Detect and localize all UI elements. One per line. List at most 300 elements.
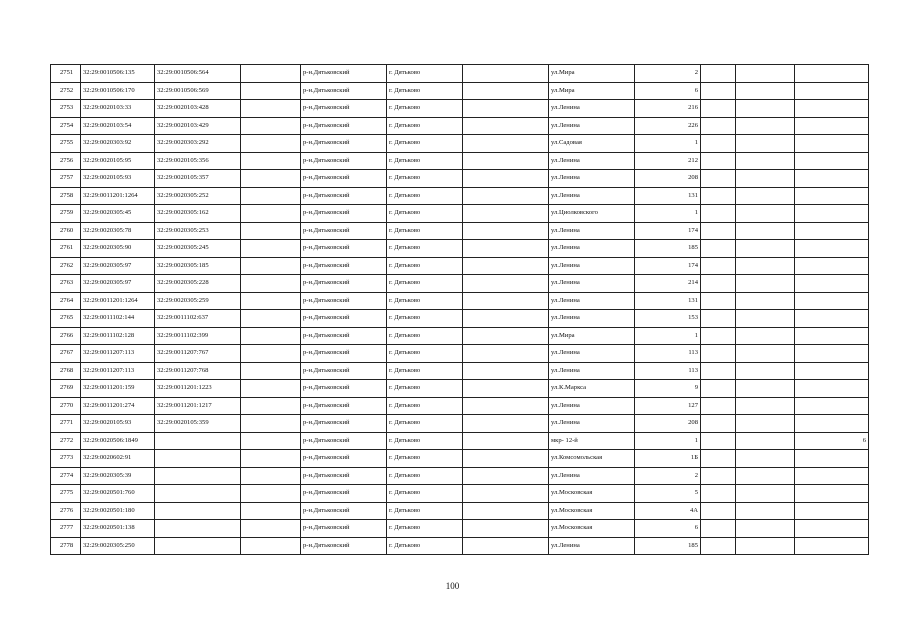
street-cell: ул.Ленина bbox=[549, 257, 635, 275]
street-cell: ул.Ленина bbox=[549, 100, 635, 118]
city-cell: г. Дятьково bbox=[387, 275, 463, 293]
row-number: 2754 bbox=[51, 117, 81, 135]
empty-cell bbox=[241, 310, 301, 328]
empty-cell bbox=[463, 502, 549, 520]
building-number: 1 bbox=[635, 327, 701, 345]
building-number: 2 bbox=[635, 65, 701, 83]
city-cell: г. Дятьково bbox=[387, 117, 463, 135]
district-cell: р-н.Дятьковский bbox=[301, 222, 387, 240]
empty-cell bbox=[241, 100, 301, 118]
table-row bbox=[51, 170, 869, 188]
district-cell: р-н.Дятьковский bbox=[301, 310, 387, 328]
page-number: 100 bbox=[445, 581, 460, 591]
district-cell: р-н.Дятьковский bbox=[301, 117, 387, 135]
cadastral-number: 32:29:0020305:90 bbox=[81, 240, 155, 258]
table-row bbox=[51, 362, 869, 380]
row-number: 2764 bbox=[51, 292, 81, 310]
district-cell: р-н.Дятьковский bbox=[301, 520, 387, 538]
extra-cell bbox=[795, 240, 869, 258]
row-number: 2776 bbox=[51, 502, 81, 520]
related-cadastral-number bbox=[155, 502, 241, 520]
cadastral-number: 32:29:0020105:93 bbox=[81, 170, 155, 188]
empty-cell bbox=[463, 117, 549, 135]
cadastral-number: 32:29:0020303:92 bbox=[81, 135, 155, 153]
row-number: 2751 bbox=[51, 65, 81, 83]
related-cadastral-number: 32:29:0020305:162 bbox=[155, 205, 241, 223]
cadastral-number: 32:29:0020305:45 bbox=[81, 205, 155, 223]
district-cell: р-н.Дятьковский bbox=[301, 485, 387, 503]
row-number: 2756 bbox=[51, 152, 81, 170]
empty-cell bbox=[463, 240, 549, 258]
empty-cell bbox=[241, 222, 301, 240]
empty-cell bbox=[241, 520, 301, 538]
empty-cell bbox=[701, 467, 736, 485]
extra-cell bbox=[795, 292, 869, 310]
building-number: 113 bbox=[635, 362, 701, 380]
cadastral-number: 32:29:0020305:97 bbox=[81, 275, 155, 293]
empty-cell bbox=[701, 135, 736, 153]
empty-cell bbox=[241, 205, 301, 223]
extra-cell bbox=[795, 415, 869, 433]
table-row bbox=[51, 432, 869, 450]
empty-cell bbox=[736, 187, 795, 205]
building-number: 131 bbox=[635, 292, 701, 310]
city-cell: г. Дятьково bbox=[387, 345, 463, 363]
street-cell: ул.Ленина bbox=[549, 170, 635, 188]
street-cell: ул.Ленина bbox=[549, 345, 635, 363]
related-cadastral-number: 32:29:0011102:399 bbox=[155, 327, 241, 345]
street-cell: мкр- 12-й bbox=[549, 432, 635, 450]
row-number: 2771 bbox=[51, 415, 81, 433]
street-cell: ул.Циолковского bbox=[549, 205, 635, 223]
empty-cell bbox=[463, 275, 549, 293]
related-cadastral-number bbox=[155, 467, 241, 485]
cadastral-number: 32:29:0011201:274 bbox=[81, 397, 155, 415]
table-row bbox=[51, 520, 869, 538]
building-number: 127 bbox=[635, 397, 701, 415]
related-cadastral-number: 32:29:0020303:292 bbox=[155, 135, 241, 153]
extra-cell bbox=[795, 327, 869, 345]
empty-cell bbox=[463, 187, 549, 205]
extra-cell bbox=[795, 152, 869, 170]
empty-cell bbox=[701, 362, 736, 380]
empty-cell bbox=[463, 432, 549, 450]
empty-cell bbox=[463, 520, 549, 538]
empty-cell bbox=[701, 397, 736, 415]
related-cadastral-number: 32:29:0020105:356 bbox=[155, 152, 241, 170]
street-cell: ул.Ленина bbox=[549, 292, 635, 310]
empty-cell bbox=[241, 187, 301, 205]
street-cell: ул.Московская bbox=[549, 485, 635, 503]
empty-cell bbox=[736, 170, 795, 188]
empty-cell bbox=[701, 380, 736, 398]
table-row bbox=[51, 187, 869, 205]
extra-cell bbox=[795, 100, 869, 118]
table-row bbox=[51, 485, 869, 503]
empty-cell bbox=[736, 205, 795, 223]
city-cell: г. Дятьково bbox=[387, 450, 463, 468]
extra-cell bbox=[795, 345, 869, 363]
city-cell: г. Дятьково bbox=[387, 485, 463, 503]
district-cell: р-н.Дятьковский bbox=[301, 275, 387, 293]
city-cell: г. Дятьково bbox=[387, 240, 463, 258]
extra-cell bbox=[795, 362, 869, 380]
empty-cell bbox=[701, 82, 736, 100]
empty-cell bbox=[241, 117, 301, 135]
district-cell: р-н.Дятьковский bbox=[301, 397, 387, 415]
table-row bbox=[51, 275, 869, 293]
cadastral-number: 32:29:0020103:33 bbox=[81, 100, 155, 118]
table-row bbox=[51, 292, 869, 310]
extra-cell bbox=[795, 502, 869, 520]
empty-cell bbox=[241, 170, 301, 188]
district-cell: р-н.Дятьковский bbox=[301, 170, 387, 188]
empty-cell bbox=[241, 152, 301, 170]
table-row bbox=[51, 82, 869, 100]
city-cell: г. Дятьково bbox=[387, 257, 463, 275]
city-cell: г. Дятьково bbox=[387, 187, 463, 205]
row-number: 2777 bbox=[51, 520, 81, 538]
table-row bbox=[51, 257, 869, 275]
empty-cell bbox=[736, 537, 795, 555]
empty-cell bbox=[241, 537, 301, 555]
empty-cell bbox=[463, 100, 549, 118]
empty-cell bbox=[241, 485, 301, 503]
extra-cell bbox=[795, 520, 869, 538]
table-row bbox=[51, 310, 869, 328]
street-cell: ул.Московская bbox=[549, 502, 635, 520]
related-cadastral-number bbox=[155, 537, 241, 555]
empty-cell bbox=[736, 117, 795, 135]
cadastral-number: 32:29:0020105:95 bbox=[81, 152, 155, 170]
empty-cell bbox=[736, 450, 795, 468]
table-row bbox=[51, 152, 869, 170]
empty-cell bbox=[701, 100, 736, 118]
street-cell: ул.К.Маркса bbox=[549, 380, 635, 398]
district-cell: р-н.Дятьковский bbox=[301, 257, 387, 275]
building-number: 5 bbox=[635, 485, 701, 503]
street-cell: ул.Мира bbox=[549, 82, 635, 100]
city-cell: г. Дятьково bbox=[387, 82, 463, 100]
extra-cell bbox=[795, 170, 869, 188]
related-cadastral-number bbox=[155, 432, 241, 450]
empty-cell bbox=[463, 380, 549, 398]
city-cell: г. Дятьково bbox=[387, 292, 463, 310]
empty-cell bbox=[463, 292, 549, 310]
empty-cell bbox=[241, 380, 301, 398]
empty-cell bbox=[701, 240, 736, 258]
empty-cell bbox=[736, 362, 795, 380]
row-number: 2766 bbox=[51, 327, 81, 345]
empty-cell bbox=[736, 152, 795, 170]
empty-cell bbox=[463, 450, 549, 468]
empty-cell bbox=[241, 82, 301, 100]
related-cadastral-number: 32:29:0011207:768 bbox=[155, 362, 241, 380]
empty-cell bbox=[463, 467, 549, 485]
extra-cell bbox=[795, 450, 869, 468]
empty-cell bbox=[701, 152, 736, 170]
row-number: 2778 bbox=[51, 537, 81, 555]
city-cell: г. Дятьково bbox=[387, 432, 463, 450]
cadastral-number: 32:29:0010506:135 bbox=[81, 65, 155, 83]
street-cell: ул.Ленина bbox=[549, 187, 635, 205]
empty-cell bbox=[736, 345, 795, 363]
empty-cell bbox=[701, 432, 736, 450]
cadastral-number: 32:29:0011201:159 bbox=[81, 380, 155, 398]
empty-cell bbox=[701, 520, 736, 538]
empty-cell bbox=[241, 292, 301, 310]
empty-cell bbox=[463, 65, 549, 83]
building-number: 1 bbox=[635, 205, 701, 223]
related-cadastral-number: 32:29:0011207:767 bbox=[155, 345, 241, 363]
cadastral-number: 32:29:0020602:91 bbox=[81, 450, 155, 468]
district-cell: р-н.Дятьковский bbox=[301, 502, 387, 520]
building-number: 216 bbox=[635, 100, 701, 118]
related-cadastral-number: 32:29:0020305:252 bbox=[155, 187, 241, 205]
table-row bbox=[51, 135, 869, 153]
row-number: 2759 bbox=[51, 205, 81, 223]
related-cadastral-number: 32:29:0011201:1223 bbox=[155, 380, 241, 398]
district-cell: р-н.Дятьковский bbox=[301, 380, 387, 398]
city-cell: г. Дятьково bbox=[387, 327, 463, 345]
empty-cell bbox=[736, 240, 795, 258]
related-cadastral-number: 32:29:0020305:185 bbox=[155, 257, 241, 275]
table-row bbox=[51, 100, 869, 118]
row-number: 2755 bbox=[51, 135, 81, 153]
city-cell: г. Дятьково bbox=[387, 362, 463, 380]
cadastral-number: 32:29:0020305:97 bbox=[81, 257, 155, 275]
cadastral-number: 32:29:0020501:180 bbox=[81, 502, 155, 520]
cadastral-number: 32:29:0020501:138 bbox=[81, 520, 155, 538]
empty-cell bbox=[463, 205, 549, 223]
empty-cell bbox=[736, 222, 795, 240]
extra-cell bbox=[795, 397, 869, 415]
related-cadastral-number: 32:29:0020103:428 bbox=[155, 100, 241, 118]
empty-cell bbox=[701, 327, 736, 345]
empty-cell bbox=[736, 65, 795, 83]
district-cell: р-н.Дятьковский bbox=[301, 537, 387, 555]
row-number: 2762 bbox=[51, 257, 81, 275]
cadastral-number: 32:29:0011207:113 bbox=[81, 345, 155, 363]
city-cell: г. Дятьково bbox=[387, 65, 463, 83]
empty-cell bbox=[241, 397, 301, 415]
row-number: 2770 bbox=[51, 397, 81, 415]
building-number: 113 bbox=[635, 345, 701, 363]
street-cell: ул.Ленина bbox=[549, 117, 635, 135]
city-cell: г. Дятьково bbox=[387, 135, 463, 153]
empty-cell bbox=[241, 135, 301, 153]
row-number: 2773 bbox=[51, 450, 81, 468]
building-number: 131 bbox=[635, 187, 701, 205]
extra-cell bbox=[795, 135, 869, 153]
empty-cell bbox=[701, 117, 736, 135]
extra-cell bbox=[795, 117, 869, 135]
empty-cell bbox=[701, 292, 736, 310]
related-cadastral-number: 32:29:0020305:259 bbox=[155, 292, 241, 310]
empty-cell bbox=[241, 502, 301, 520]
cadastral-number: 32:29:0020103:54 bbox=[81, 117, 155, 135]
building-number: 1Б bbox=[635, 450, 701, 468]
table-row bbox=[51, 450, 869, 468]
cadastral-number: 32:29:0011102:144 bbox=[81, 310, 155, 328]
building-number: 208 bbox=[635, 170, 701, 188]
district-cell: р-н.Дятьковский bbox=[301, 362, 387, 380]
empty-cell bbox=[736, 467, 795, 485]
registry-table bbox=[50, 64, 869, 555]
row-number: 2774 bbox=[51, 467, 81, 485]
empty-cell bbox=[701, 170, 736, 188]
empty-cell bbox=[463, 222, 549, 240]
empty-cell bbox=[241, 327, 301, 345]
empty-cell bbox=[463, 310, 549, 328]
empty-cell bbox=[463, 362, 549, 380]
related-cadastral-number bbox=[155, 485, 241, 503]
row-number: 2768 bbox=[51, 362, 81, 380]
district-cell: р-н.Дятьковский bbox=[301, 135, 387, 153]
city-cell: г. Дятьково bbox=[387, 170, 463, 188]
empty-cell bbox=[736, 397, 795, 415]
related-cadastral-number: 32:29:0010506:564 bbox=[155, 65, 241, 83]
row-number: 2763 bbox=[51, 275, 81, 293]
cadastral-number: 32:29:0011201:1264 bbox=[81, 292, 155, 310]
extra-cell bbox=[795, 485, 869, 503]
cadastral-number: 32:29:0011102:128 bbox=[81, 327, 155, 345]
table-row bbox=[51, 397, 869, 415]
related-cadastral-number: 32:29:0020103:429 bbox=[155, 117, 241, 135]
building-number: 6 bbox=[635, 520, 701, 538]
cadastral-number: 32:29:0011207:113 bbox=[81, 362, 155, 380]
city-cell: г. Дятьково bbox=[387, 520, 463, 538]
district-cell: р-н.Дятьковский bbox=[301, 450, 387, 468]
extra-cell bbox=[795, 222, 869, 240]
empty-cell bbox=[463, 135, 549, 153]
table-row bbox=[51, 117, 869, 135]
extra-cell bbox=[795, 65, 869, 83]
extra-cell bbox=[795, 205, 869, 223]
related-cadastral-number: 32:29:0020305:253 bbox=[155, 222, 241, 240]
empty-cell bbox=[736, 327, 795, 345]
street-cell: ул.Ленина bbox=[549, 537, 635, 555]
city-cell: г. Дятьково bbox=[387, 415, 463, 433]
empty-cell bbox=[241, 257, 301, 275]
street-cell: ул.Комсомольская bbox=[549, 450, 635, 468]
related-cadastral-number: 32:29:0020305:228 bbox=[155, 275, 241, 293]
empty-cell bbox=[241, 432, 301, 450]
empty-cell bbox=[701, 485, 736, 503]
extra-cell bbox=[795, 467, 869, 485]
building-number: 174 bbox=[635, 222, 701, 240]
city-cell: г. Дятьково bbox=[387, 100, 463, 118]
street-cell: ул.Ленина bbox=[549, 275, 635, 293]
empty-cell bbox=[736, 502, 795, 520]
city-cell: г. Дятьково bbox=[387, 222, 463, 240]
row-number: 2769 bbox=[51, 380, 81, 398]
building-number: 153 bbox=[635, 310, 701, 328]
city-cell: г. Дятьково bbox=[387, 467, 463, 485]
table-row bbox=[51, 502, 869, 520]
cadastral-number: 32:29:0011201:1264 bbox=[81, 187, 155, 205]
building-number: 212 bbox=[635, 152, 701, 170]
district-cell: р-н.Дятьковский bbox=[301, 240, 387, 258]
table-row bbox=[51, 537, 869, 555]
empty-cell bbox=[701, 275, 736, 293]
empty-cell bbox=[736, 257, 795, 275]
building-number: 185 bbox=[635, 537, 701, 555]
related-cadastral-number: 32:29:0020105:357 bbox=[155, 170, 241, 188]
empty-cell bbox=[463, 415, 549, 433]
building-number: 214 bbox=[635, 275, 701, 293]
extra-cell bbox=[795, 82, 869, 100]
empty-cell bbox=[241, 362, 301, 380]
empty-cell bbox=[736, 275, 795, 293]
street-cell: ул.Садовая bbox=[549, 135, 635, 153]
district-cell: р-н.Дятьковский bbox=[301, 205, 387, 223]
empty-cell bbox=[463, 537, 549, 555]
table-row bbox=[51, 222, 869, 240]
district-cell: р-н.Дятьковский bbox=[301, 327, 387, 345]
related-cadastral-number: 32:29:0011102:637 bbox=[155, 310, 241, 328]
empty-cell bbox=[463, 82, 549, 100]
city-cell: г. Дятьково bbox=[387, 380, 463, 398]
building-number: 6 bbox=[635, 82, 701, 100]
row-number: 2767 bbox=[51, 345, 81, 363]
cadastral-number: 32:29:0020305:250 bbox=[81, 537, 155, 555]
street-cell: ул.Ленина bbox=[549, 152, 635, 170]
district-cell: р-н.Дятьковский bbox=[301, 292, 387, 310]
street-cell: ул.Ленина bbox=[549, 240, 635, 258]
empty-cell bbox=[241, 65, 301, 83]
empty-cell bbox=[701, 257, 736, 275]
related-cadastral-number: 32:29:0011201:1217 bbox=[155, 397, 241, 415]
empty-cell bbox=[736, 432, 795, 450]
registry-body bbox=[51, 65, 869, 555]
related-cadastral-number: 32:29:0020305:245 bbox=[155, 240, 241, 258]
district-cell: р-н.Дятьковский bbox=[301, 415, 387, 433]
empty-cell bbox=[701, 187, 736, 205]
street-cell: ул.Ленина bbox=[549, 397, 635, 415]
extra-cell bbox=[795, 310, 869, 328]
street-cell: ул.Ленина bbox=[549, 310, 635, 328]
table-row bbox=[51, 415, 869, 433]
city-cell: г. Дятьково bbox=[387, 152, 463, 170]
related-cadastral-number: 32:29:0010506:569 bbox=[155, 82, 241, 100]
building-number: 1 bbox=[635, 432, 701, 450]
empty-cell bbox=[463, 485, 549, 503]
row-number: 2760 bbox=[51, 222, 81, 240]
street-cell: ул.Ленина bbox=[549, 222, 635, 240]
cadastral-number: 32:29:0020506:1849 bbox=[81, 432, 155, 450]
table-row bbox=[51, 345, 869, 363]
empty-cell bbox=[701, 537, 736, 555]
building-number: 4А bbox=[635, 502, 701, 520]
cadastral-number: 32:29:0020105:93 bbox=[81, 415, 155, 433]
city-cell: г. Дятьково bbox=[387, 310, 463, 328]
empty-cell bbox=[701, 222, 736, 240]
city-cell: г. Дятьково bbox=[387, 397, 463, 415]
building-number: 1 bbox=[635, 135, 701, 153]
street-cell: ул.Ленина bbox=[549, 362, 635, 380]
district-cell: р-н.Дятьковский bbox=[301, 65, 387, 83]
table-row bbox=[51, 467, 869, 485]
empty-cell bbox=[241, 415, 301, 433]
empty-cell bbox=[701, 502, 736, 520]
street-cell: ул.Ленина bbox=[549, 467, 635, 485]
table-row bbox=[51, 380, 869, 398]
district-cell: р-н.Дятьковский bbox=[301, 467, 387, 485]
empty-cell bbox=[701, 310, 736, 328]
row-number: 2753 bbox=[51, 100, 81, 118]
row-number: 2758 bbox=[51, 187, 81, 205]
